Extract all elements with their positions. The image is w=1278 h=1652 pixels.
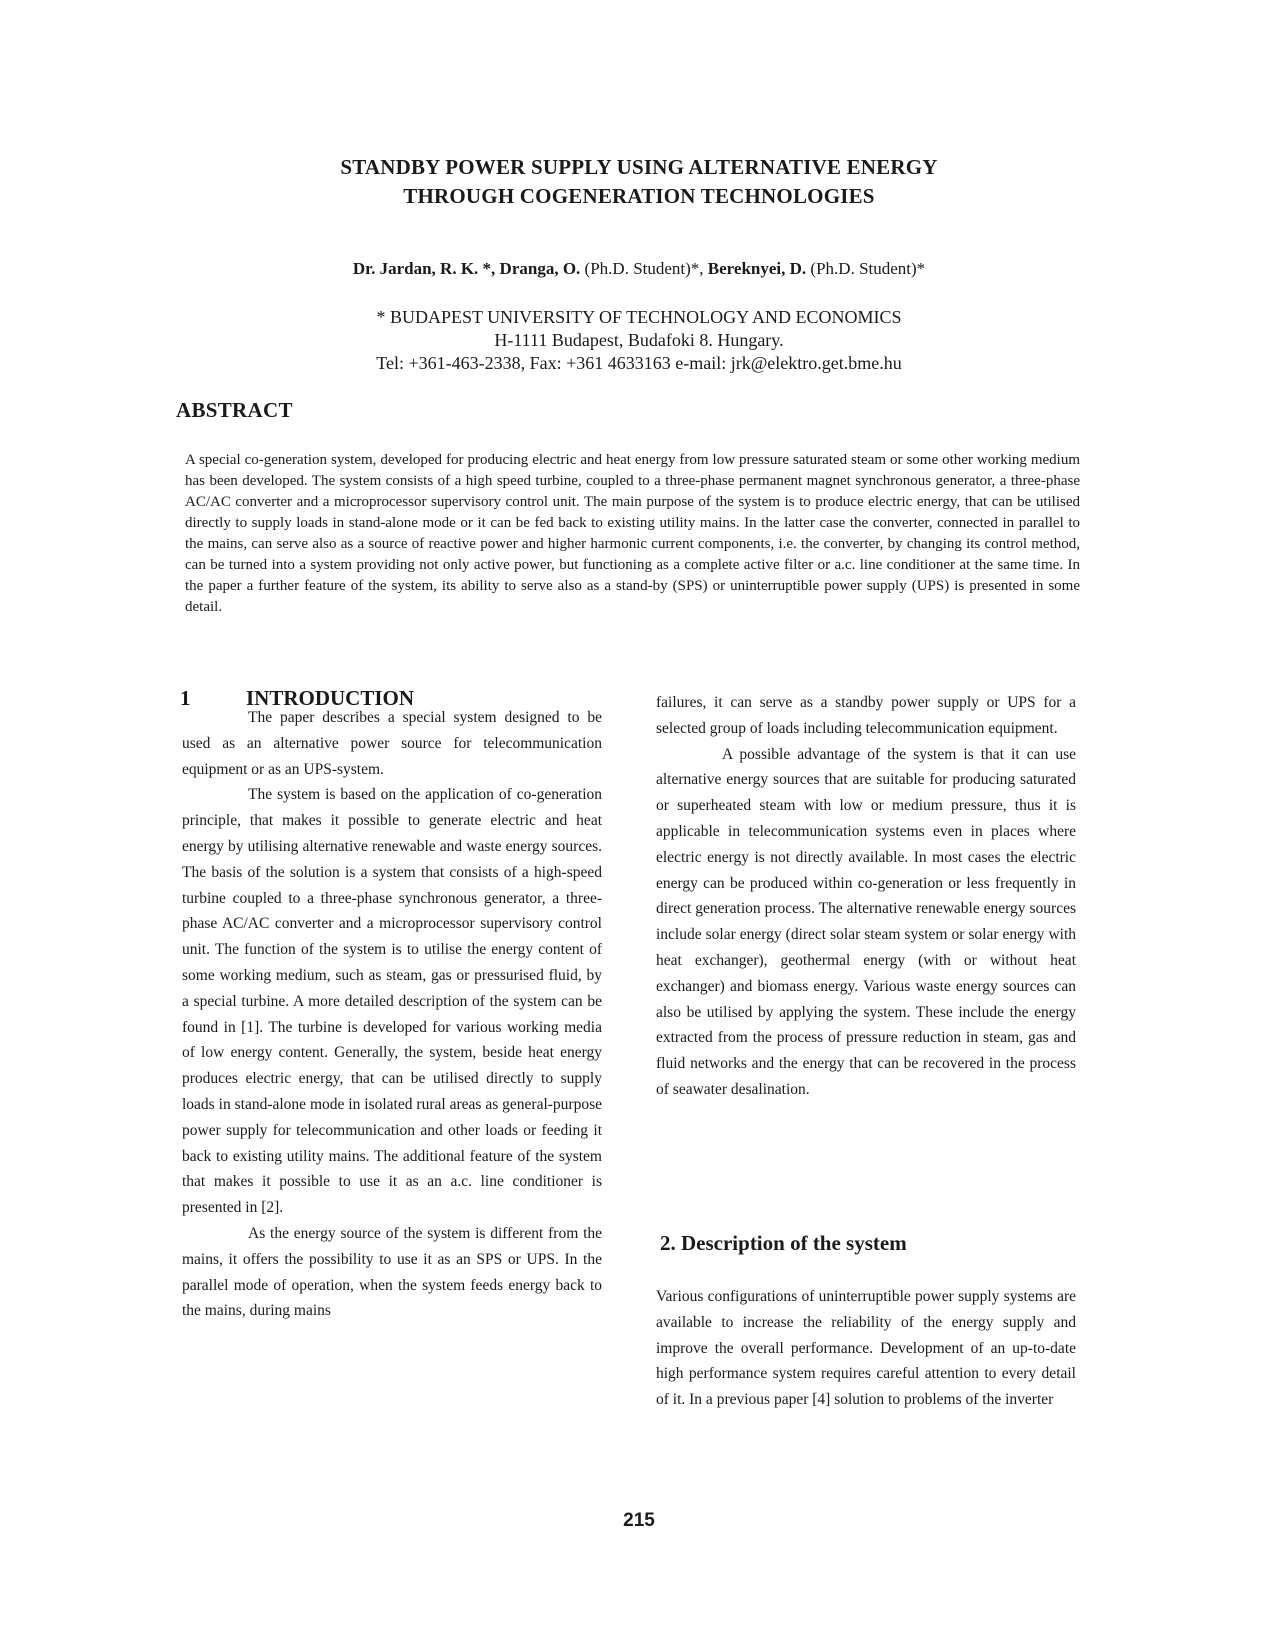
author-1: Dr. Jardan, R. K. *, [352,259,496,278]
section-1-title: INTRODUCTION [246,686,415,710]
intro-paragraph-5: A possible advantage of the system is that it can use alternative energy sources that are suitable for producing saturated or superheated steam with low or medium pressure, thus it is applicable in telecommunication systems even in places where electric energy is not directly available. In most cases the electric energy can be produced within co-generation or less frequently in direct generation process. The alternative renewable energy sources include solar energy (direct solar steam system or solar energy with heat exchanger), geothermal energy (with or without heat exchanger) and biomass energy. Various waste energy sources can also be utilised by applying the system. These include the energy extracted from the process of pressure reduction in steam, gas and fluid networks and the energy that can be recovered in the process of seawater desalination. [656,745,1076,1098]
title-line-1: STANDBY POWER SUPPLY USING ALTERNATIVE ENERGY [340,155,938,179]
author-2-note: (Ph.D. Student)*, [584,259,704,278]
affiliation [0,306,1278,375]
intro-paragraph-3: As the energy source of the system is different from the mains, it offers the possibility to use it as an SPS or UPS. In the parallel mode of operation, when the system feeds energy back to the mains, during mains [182,1224,602,1320]
author-list [0,259,1278,279]
abstract-heading: ABSTRACT [176,398,293,422]
left-column [182,705,602,1324]
author-3: Bereknyei, D. [707,259,807,278]
section-2-heading: 2. Description of the system [660,1231,907,1255]
affiliation-line-2: H-1111 Budapest, Budafoki 8. Hungary. [494,330,784,350]
section-1-number: 1 [180,686,191,710]
author-2: Dranga, O. [499,259,581,278]
right-column [656,690,1076,1103]
paper-title [0,153,1278,211]
affiliation-line-1: * BUDAPEST UNIVERSITY OF TECHNOLOGY AND ECONOMICS [376,307,902,327]
intro-paragraph-2: The system is based on the application of co-generation principle, that makes it possible to generate electric and heat energy by utilising alternative renewable and waste energy sources. The basis of the solution is a system that consists of a high-speed turbine coupled to a three-phase synchronous generator, a three-phase AC/AC converter and a microprocessor supervisory control unit. The function of the system is to utilise the energy content of some working medium, such as steam, gas or pressurised fluid, by a special turbine. A more detailed description of the system can be found in [1]. The turbine is developed for various working media of low energy content. Generally, the system, beside heat energy produces electric energy, that can be utilised directly to supply loads in stand-alone mode in isolated rural areas as general-purpose power supply for telecommunication and other loads or feeding it back to existing utility mains. The additional feature of the system that makes it possible to use it as an a.c. line conditioner is presented in [2]. [182,786,602,1217]
page-number: 215 [623,1510,655,1531]
author-3-note: (Ph.D. Student)* [810,259,926,278]
intro-paragraph-4: failures, it can serve as a standby power supply or UPS for a selected group of loads including telecommunication equipment. [656,694,1076,737]
section-2-body [656,1284,1076,1413]
abstract-text: A special co-generation system, developed for producing electric and heat energy from low pressure saturated steam or some other working medium has been developed. The system consists of a high speed turbine, coupled to a three-phase permanent magnet synchronous generator, a three-phase AC/AC converter and a microprocessor supervisory control unit. The main purpose of the system is to produce electric energy, that can be utilised directly to supply loads in stand-alone mode or it can be fed back to existing utility mains. In the latter case the converter, connected in parallel to the mains, can serve also as a source of reactive power and higher harmonic current components, i.e. the converter, by changing its control method, can be turned into a system providing not only active power, but functioning as a complete active filter or a.c. line conditioner at the same time. In the paper a further feature of the system, its ability to serve also as a stand-by (SPS) or uninterruptible power supply (UPS) is presented in some detail. [185,452,1080,615]
description-paragraph-1: Various configurations of uninterruptible power supply systems are available to increase the reliability of the energy supply and improve the overall performance. Development of an up-to-date high performance system requires careful attention to every detail of it. In a previous paper [4] solution to problems of the inverter [656,1288,1076,1409]
affiliation-line-3: Tel: +361-463-2338, Fax: +361 4633163 e-mail: jrk@elektro.get.bme.hu [376,353,902,373]
title-line-2: THROUGH COGENERATION TECHNOLOGIES [403,184,875,208]
intro-paragraph-1: The paper describes a special system designed to be used as an alternative power source for telecommunication equipment or as an UPS-system. [182,709,602,778]
